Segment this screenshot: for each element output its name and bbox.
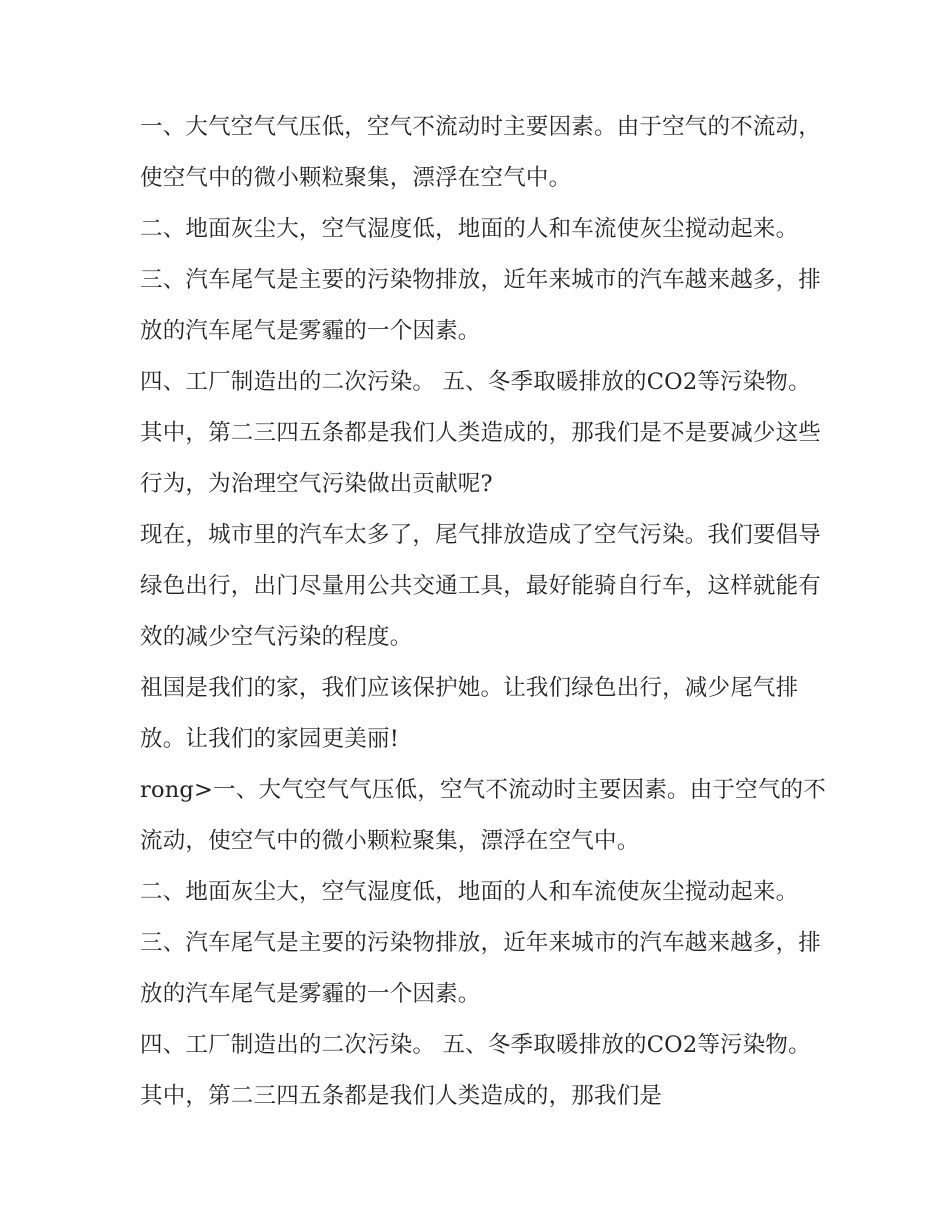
paragraph-3: 四、工厂制造出的二次污染。 五、冬季取暖排放的CO2等污染物。 其中，第二三四五条都是我们人类造成的，那我们是不是要减少这些行为，为治理空气污染做出贡献呢? <box>140 369 822 497</box>
document-body <box>140 102 830 1122</box>
paragraph-6: rong>一、大气空气气压低，空气不流动时主要因素。由于空气的不流动，使空气中的微小颗粒聚集，漂浮在空气中。 <box>140 777 826 854</box>
paragraph-4: 现在，城市里的汽车太多了，尾气排放造成了空气污染。我们要倡导绿色出行，出门尽量用公共交通工具，最好能骑自行车，这样就能有效的减少空气污染的程度。 <box>140 522 822 650</box>
paragraph-1: 一、大气空气气压低，空气不流动时主要因素。由于空气的不流动，使空气中的微小颗粒聚集，漂浮在空气中。 <box>140 114 822 191</box>
paragraph-5: 祖国是我们的家，我们应该保护她。让我们绿色出行，减少尾气排放。让我们的家园更美丽! <box>140 675 799 752</box>
paragraph-2: 二、地面灰尘大，空气湿度低，地面的人和车流使灰尘搅动起来。 三、汽车尾气是主要的污染物排放，近年来城市的汽车越来越多，排放的汽车尾气是雾霾的一个因素。 <box>140 216 822 344</box>
paragraph-8: 四、工厂制造出的二次污染。 五、冬季取暖排放的CO2等污染物。 其中，第二三四五条都是我们人类造成的，那我们是 <box>140 1032 819 1109</box>
paragraph-7: 二、地面灰尘大，空气湿度低，地面的人和车流使灰尘搅动起来。 三、汽车尾气是主要的污染物排放，近年来城市的汽车越来越多，排放的汽车尾气是雾霾的一个因素。 <box>140 879 822 1007</box>
